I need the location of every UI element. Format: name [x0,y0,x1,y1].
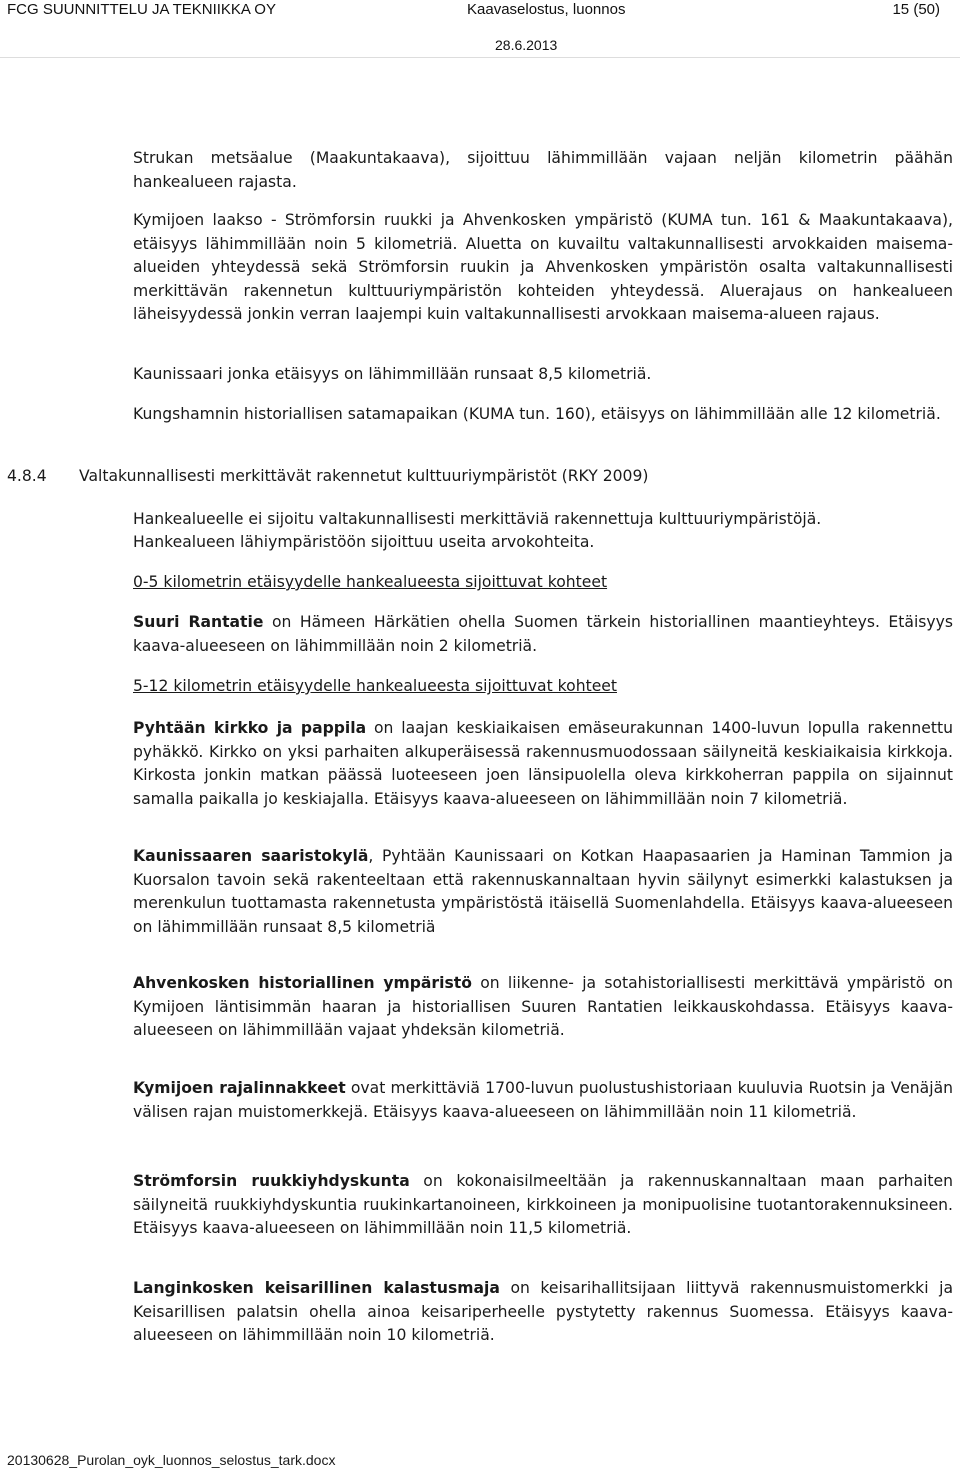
item-langinkoski: Langinkosken keisarillinen kalastusmaja on keisarihallitsijaan liittyvä rakennusmuistomerkki ja Keisarillisen palatsin ohella ainoa keisariperheelle pystytetty rakennus Suomessa. Etäisyys kaava-alueeseen on lähimmillään noin 10 kilometriä. [133,1279,953,1344]
item-title: Suuri Rantatie [133,613,264,631]
item-kymijoen-rajalinnakkeet: Kymijoen rajalinnakkeet ovat merkittäviä 1700-luvun puolustushistoriaan kuuluvia Ruotsin ja Venäjän välisen rajan muistomerkkejä. Etäisyys kaava-alueeseen on lähimmillään noin 11 kilometriä. [133,1079,954,1121]
item-title: Langinkosken keisarillinen kalastusmaja [133,1279,500,1297]
section-heading [7,467,648,485]
paragraph-kymijoki-laakso: Kymijoen laakso - Strömforsin ruukki ja Ahvenkosken ympäristö (KUMA tun. 161 & Maakuntakaava), etäisyys lähimmillään noin 5 kilometriä. Aluetta on kuvailtu valtakunnallisesti arvokkaiden maisema-alueiden yhteydessä sekä Strömforsin ruukin ja Ahvenkosken ympäristön osalta valtakunnallisesti merkittävän rakennetun kulttuuriympäristön kohteiden yhteydessä. Aluerajaus on hankealueen läheisyydessä jonkin verran laajempi kuin valtakunnallisesti arvokkaan maisema-alueen rajaus. [133,211,953,323]
subheading-0-5km: 0-5 kilometrin etäisyydelle hankealueesta sijoittuvat kohteet [133,573,608,591]
intro-line-1: Hankealueelle ei sijoitu valtakunnallisesti merkittäviä rakennettuja kulttuuriympäristöjä. [133,510,822,528]
item-title: Pyhtään kirkko ja pappila [133,719,367,737]
file-name-footer: 20130628_Purolan_oyk_luonnos_selostus_tark.docx [7,1452,336,1468]
subheading-5-12km: 5-12 kilometrin etäisyydelle hankealueesta sijoittuvat kohteet [133,677,617,695]
intro-line-2: Hankealueen lähiympäristöön sijoittuu useita arvokohteita. [133,533,595,551]
item-kaunissaaren-saaristokyla: Kaunissaaren saaristokylä, Pyhtään Kaunissaari on Kotkan Haapasaarien ja Haminan Tammion ja Kuorsalon tavoin sekä rakenteeltaan että rakennuskannaltaan hyvin säilynyt esimerkki kalastuksen ja merenkulun tuottamasta rakennetusta ympäristöstä itäisellä Suomenlahdella. Etäisyys kaava-alueeseen on lähimmillään runsaat 8,5 kilometriä [133,847,953,936]
paragraph-struka: Strukan metsäalue (Maakuntakaava), sijoittuu lähimmillään vajaan neljän kilometrin päähän hankealueen rajasta. [133,149,953,191]
page-number: 15 (50) [892,1,940,18]
document-date: 28.6.2013 [495,37,558,53]
item-title: Ahvenkosken historiallinen ympäristö [133,974,472,992]
paragraph-kungshamn: Kungshamnin historiallisen satamapaikan (KUMA tun. 160), etäisyys on lähimmillään alle 12 kilometriä. [133,405,941,423]
document-title: Kaavaselostus, luonnos [467,1,626,18]
item-pyhtaan-kirkko: Pyhtään kirkko ja pappila on laajan keskiaikaisen emäseurakunnan 1400-luvun lopulla rakennettu pyhäkkö. Kirkko on yksi parhaiten alkuperäisessä rakennusmuodossaan säilyneitä keskiaikaisia kirkkoja. Kirkosta jonkin matkan päässä luoteeseen joen länsipuolella oleva kirkkoherran pappila on sijainnut samalla paikalla jo keskiajalla. Etäisyys kaava-alueeseen on lähimmillään noin 7 kilometriä. [133,719,953,808]
item-title: Strömforsin ruukkiyhdyskunta [133,1172,410,1190]
page-header [0,0,960,60]
item-title: Kaunissaaren saaristokylä [133,847,369,865]
header-divider [0,57,960,58]
item-ahvenkoski: Ahvenkosken historiallinen ympäristö on liikenne- ja sotahistoriallisesti merkittävä ympäristö on Kymijoen läntisimmän haaran ja historiallisen Suuren Rantatien leikkauskohdassa. Etäisyys kaava-alueeseen on lähimmillään vajaat yhdeksän kilometriä. [133,974,954,1039]
paragraph-kaunissaari: Kaunissaari jonka etäisyys on lähimmillään runsaat 8,5 kilometriä. [133,365,652,383]
section-title: Valtakunnallisesti merkittävät rakennetut kulttuuriympäristöt (RKY 2009) [79,467,649,485]
section-number: 4.8.4 [7,467,47,485]
item-suuri-rantatie: Suuri Rantatie on Hämeen Härkätien ohella Suomen tärkein historiallinen maantieyhteys. Etäisyys kaava-alueeseen on lähimmillään noin 2 kilometriä. [133,613,953,655]
company-name: FCG SUUNNITTELU JA TEKNIIKKA OY [7,1,276,18]
item-title: Kymijoen rajalinnakkeet [133,1079,346,1097]
item-stromforsin-ruukki: Strömforsin ruukkiyhdyskunta on kokonaisilmeeltään ja rakennuskannaltaan maan parhaiten säilyneitä ruukkiyhdyskuntia ruukinkartanoineen, kirkkoineen ja monipuolisine tuotantorakennuksineen. Etäisyys kaava-alueeseen on lähimmillään noin 11,5 kilometriä. [133,1172,953,1237]
